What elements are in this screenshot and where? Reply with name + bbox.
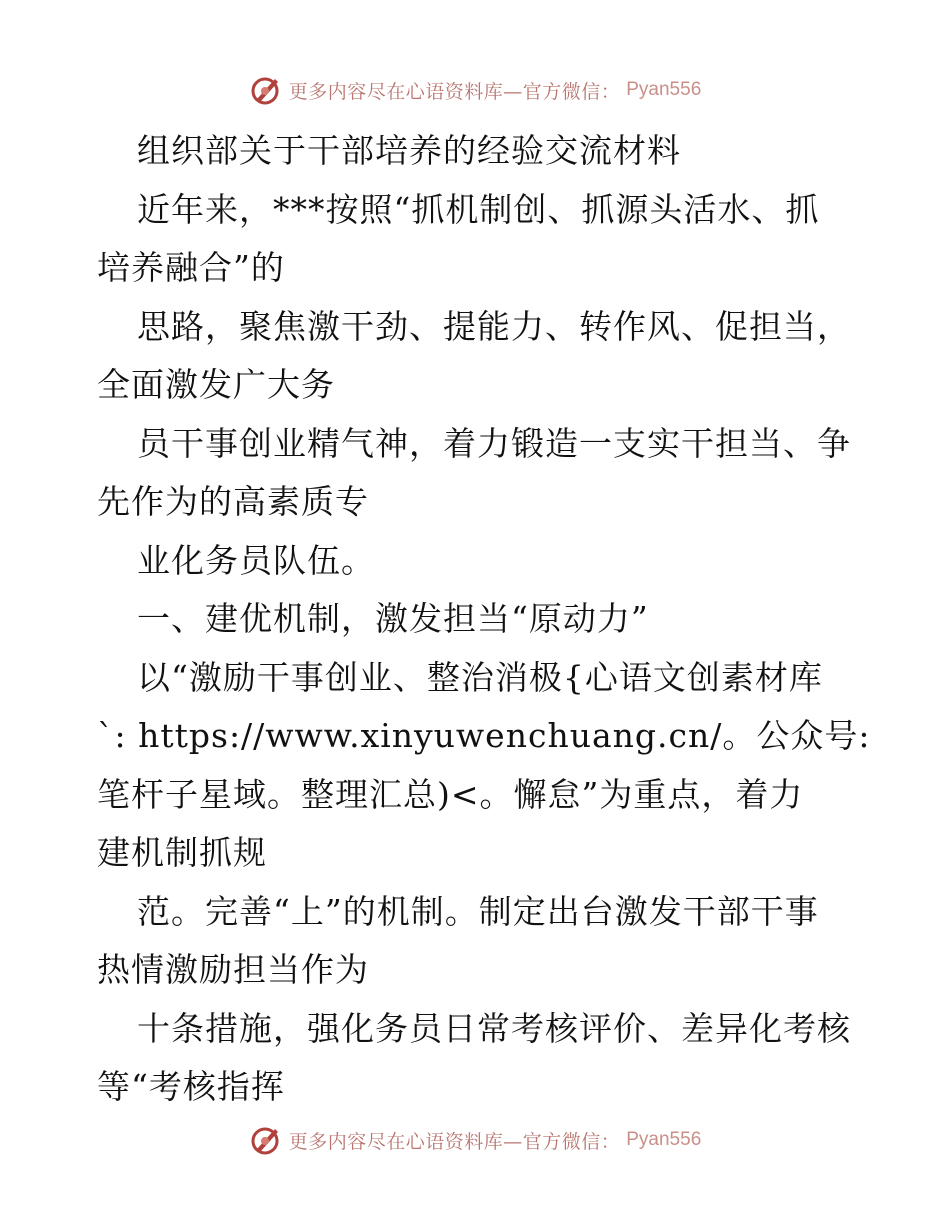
header-watermark-banner <box>0 70 950 110</box>
document-body <box>97 122 871 1117</box>
text-line: `: https://www.xinyuwenchuang.cn/。公众号: <box>97 716 871 755</box>
text-line: 组织部关于干部培养的经验交流材料 <box>137 131 681 170</box>
text-line: 一、建优机制，激发担当“原动力” <box>137 599 649 638</box>
text-line: 思路，聚焦激干劲、提能力、转作风、促担当， <box>137 306 851 346</box>
text-line: 建机制抓规 <box>97 833 267 872</box>
text-line: 员干事创业精气神，着力锻造一支实干担当、争 <box>137 423 851 463</box>
text-line: 笔杆子星域。整理汇总)<。懈怠”为重点，着力 <box>97 774 804 814</box>
footer-watermark-banner <box>0 1120 950 1160</box>
header-banner-text: 更多内容尽在心语资料库—官方微信： <box>288 80 621 103</box>
brush-logo-icon <box>249 73 283 107</box>
text-line: 十条措施，强化务员日常考核评价、差异化考核 <box>137 1008 851 1048</box>
text-line: 业化务员队伍。 <box>137 540 375 580</box>
footer-banner-text: 更多内容尽在心语资料库—官方微信： <box>288 1130 621 1153</box>
text-line: 以“激励干事创业、整治消极{心语文创素材库 <box>137 657 823 697</box>
text-line: 先作为的高素质专 <box>97 482 369 521</box>
footer-banner-wechat-id: Pyan556 <box>626 1129 702 1150</box>
text-line: 近年来，***按照“抓机制创、抓源头活水、抓 <box>137 189 820 229</box>
header-banner-wechat-id: Pyan556 <box>626 79 702 100</box>
text-line: 范。完善“上”的机制。制定出台激发干部干事 <box>137 891 819 931</box>
text-line: 全面激发广大务 <box>97 365 335 404</box>
text-line: 热情激励担当作为 <box>97 950 369 989</box>
brush-logo-icon <box>249 1123 283 1157</box>
text-line: 等“考核指挥 <box>97 1067 285 1106</box>
text-line: 培养融合”的 <box>97 248 285 287</box>
